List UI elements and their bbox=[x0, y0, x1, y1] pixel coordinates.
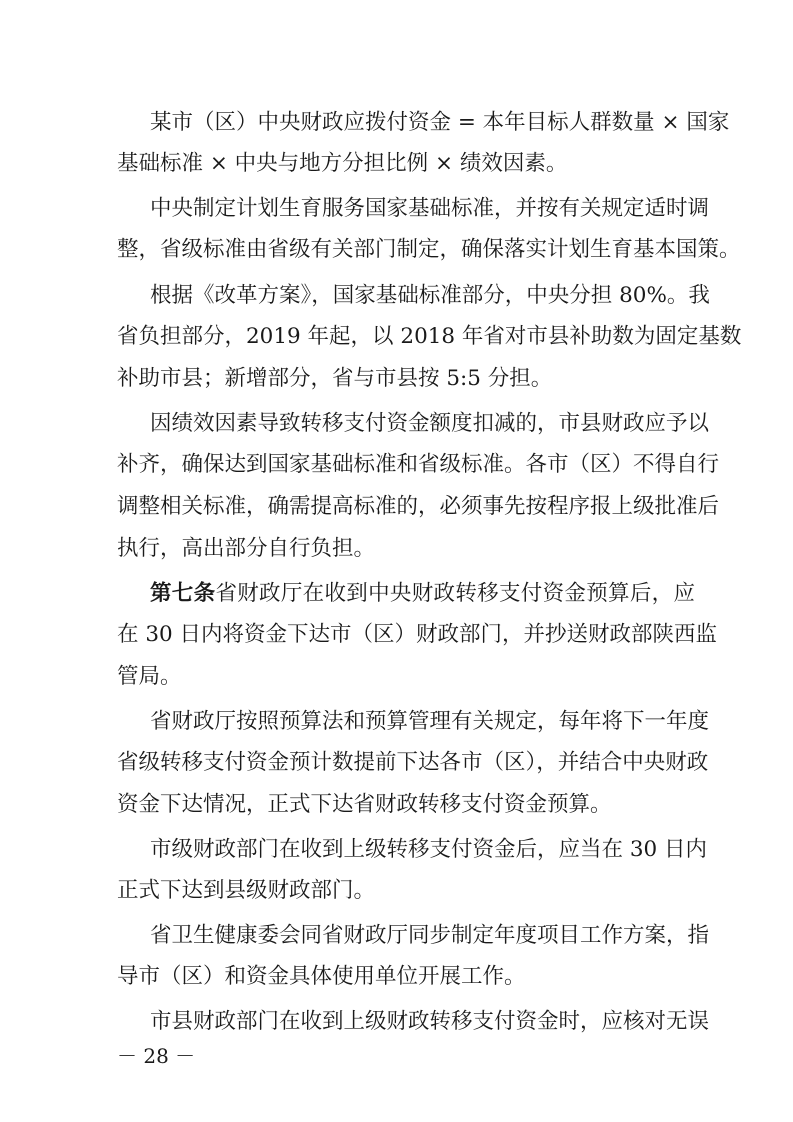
text-line: 省级转移支付资金预计数提前下达各市（区），并结合中央财政 bbox=[117, 750, 709, 775]
article-heading-line bbox=[150, 583, 695, 605]
text-line: 导市（区）和资金具体使用单位开展工作。 bbox=[117, 964, 526, 989]
text-line: 根据《改革方案》，国家基础标准部分，中央分担 80%。我 bbox=[150, 283, 710, 308]
text-line: 调整相关标准，确需提高标准的，必须事先按程序报上级批准后 bbox=[117, 494, 720, 519]
text-line: 管局。 bbox=[117, 664, 182, 689]
text-line: 在 30 日内将资金下达市（区）财政部门，并抄送财政部陕西监 bbox=[117, 622, 718, 647]
text-line: 省财政厅按照预算法和预算管理有关规定，每年将下一年度 bbox=[150, 709, 710, 734]
text-line: 某市（区）中央财政应拨付资金 = 本年目标人群数量 × 国家 bbox=[150, 110, 730, 135]
text-line: 补助市县；新增部分，省与市县按 5:5 分担。 bbox=[117, 366, 553, 391]
page-number: － 28 － bbox=[117, 1044, 196, 1068]
text-line: 中央制定计划生育服务国家基础标准，并按有关规定适时调 bbox=[150, 196, 710, 221]
article-text: 省财政厅在收到中央财政转移支付资金预算后，应 bbox=[215, 581, 695, 606]
text-line: 因绩效因素导致转移支付资金额度扣减的，市县财政应予以 bbox=[150, 411, 710, 436]
text-line: 执行，高出部分自行负担。 bbox=[117, 536, 376, 561]
text-line: 市级财政部门在收到上级转移支付资金后，应当在 30 日内 bbox=[150, 837, 708, 862]
text-line: 省卫生健康委会同省财政厅同步制定年度项目工作方案，指 bbox=[150, 923, 710, 948]
text-line: 资金下达情况，正式下达省财政转移支付资金预算。 bbox=[117, 792, 612, 817]
text-line: 基础标准 × 中央与地方分担比例 × 绩效因素。 bbox=[117, 151, 568, 176]
article-label: 第七条 bbox=[150, 581, 216, 606]
text-line: 补齐，确保达到国家基础标准和省级标准。各市（区）不得自行 bbox=[117, 452, 720, 477]
text-line: 市县财政部门在收到上级财政转移支付资金时，应核对无误 bbox=[150, 1009, 710, 1034]
text-line: 整，省级标准由省级有关部门制定，确保落实计划生育基本国策。 bbox=[117, 237, 741, 262]
text-line: 省负担部分，2019 年起，以 2018 年省对市县补助数为固定基数 bbox=[117, 324, 742, 349]
text-line: 正式下达到县级财政部门。 bbox=[117, 878, 376, 903]
